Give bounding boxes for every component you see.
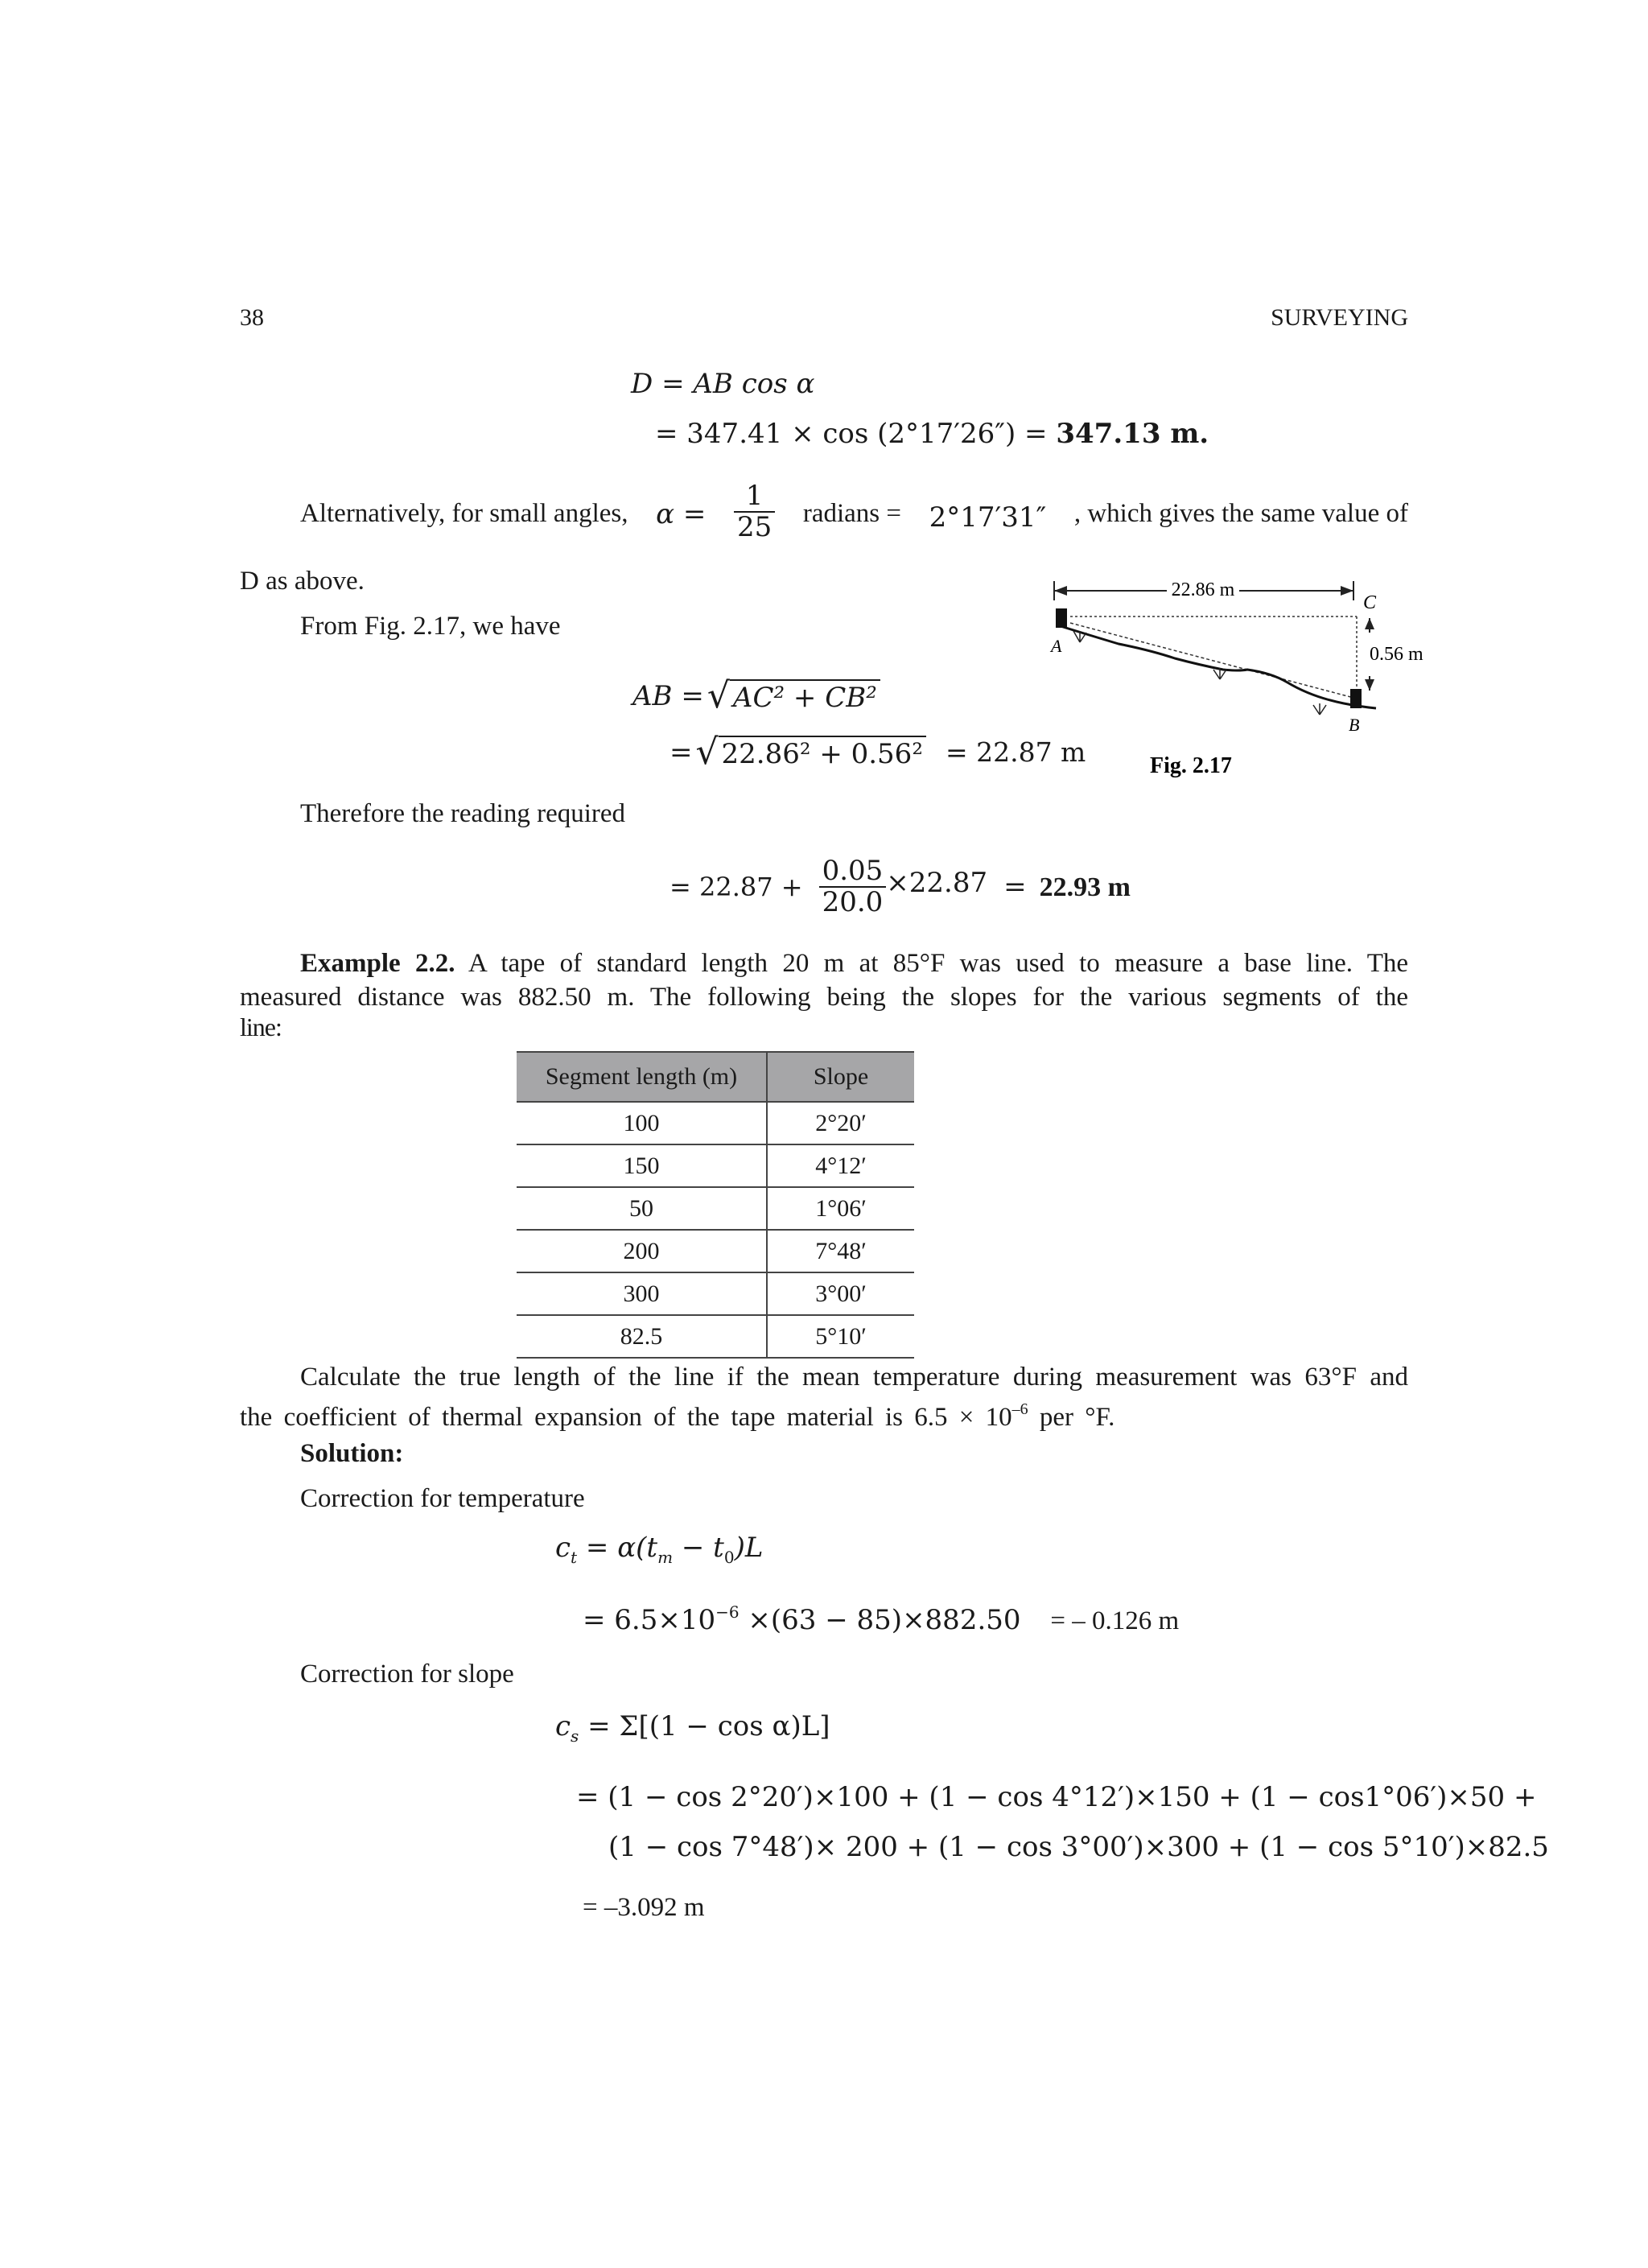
table-cell-slope: 2°20′: [767, 1102, 914, 1144]
table-row: [517, 1230, 914, 1272]
equation-d-text: D = AB cos α: [631, 368, 815, 400]
cs-line2: = (1 − cos 2°20′)×100 + (1 − cos 4°12′)×150 + (1 − cos1°06′)×50 +: [576, 1781, 1537, 1813]
table-cell-slope: 1°06′: [767, 1187, 914, 1230]
cs-sub: s: [571, 1726, 579, 1746]
equation-d-value-expr: = 347.41 × cos (2°17′26″) =: [655, 418, 1057, 450]
table-header-row: [517, 1052, 914, 1102]
table-cell-slope: 5°10′: [767, 1315, 914, 1358]
table-header-segment: Segment length (m): [517, 1052, 767, 1102]
solution-label: Solution:: [300, 1439, 404, 1468]
equation-ab-radicand-2: 22.86² + 0.56²: [719, 736, 926, 770]
alpha-fraction: [734, 481, 775, 543]
table-cell-length: 150: [517, 1144, 767, 1187]
alt-lead: Alternatively, for small angles,: [300, 499, 628, 529]
alpha-equals: α =: [656, 497, 707, 530]
alt-paragraph-line2: D as above.: [240, 567, 365, 596]
alt-paragraph-line3: From Fig. 2.17, we have: [300, 612, 561, 641]
slope-correction-heading: Correction for slope: [300, 1660, 514, 1689]
reading-fraction-den: 20.0: [822, 886, 884, 919]
ct-mid: − t: [673, 1532, 724, 1564]
equation-ab-lhs: AB =: [632, 679, 704, 712]
fig-staff-a: [1056, 608, 1067, 628]
table-cell-length: 82.5: [517, 1315, 767, 1358]
example-label: Example 2.2.: [300, 949, 455, 978]
reading-text: Therefore the reading required: [300, 799, 626, 828]
cs-symbol: c: [555, 1710, 571, 1742]
table-row: [517, 1102, 914, 1144]
ct-line2: [583, 1603, 1179, 1637]
fig-side-dimension: 0.56 m: [1370, 644, 1423, 665]
example-line3: line:: [240, 1012, 282, 1041]
table-row: [517, 1315, 914, 1358]
ct-sub-m: m: [657, 1548, 674, 1567]
fig-top-dimension: 22.86 m: [1171, 579, 1235, 600]
fig-caption: Fig. 2.17: [1150, 753, 1232, 778]
reading-result: 22.93 m: [1039, 872, 1131, 902]
table-cell-slope: 3°00′: [767, 1272, 914, 1315]
alt-paragraph-line1: [300, 480, 1408, 544]
example-line2: measured distance was 882.50 m. The following being the slopes for the various segments of the: [240, 983, 1408, 1012]
example-text-1: A tape of standard length 20 m at 85°F was used to measure a base line. The: [468, 949, 1409, 978]
calc-line2-tail: per °F.: [1028, 1403, 1115, 1432]
table-header-slope: Slope: [767, 1052, 914, 1102]
ct-symbol: c: [555, 1532, 571, 1564]
fig-point-c: C: [1363, 592, 1377, 613]
equation-ab-result: = 22.87 m: [945, 736, 1086, 769]
table-cell-length: 50: [517, 1187, 767, 1230]
example-line1: [300, 946, 1408, 980]
temp-correction-heading: Correction for temperature: [300, 1484, 585, 1513]
table-cell-slope: 4°12′: [767, 1144, 914, 1187]
table-row: [517, 1144, 914, 1187]
equation-d-result: 347.13 m.: [1056, 418, 1209, 450]
figure-2-17: [1038, 570, 1432, 779]
sqrt-sign-2: √: [695, 732, 719, 773]
ct-sub-0: 0: [723, 1548, 735, 1567]
table-cell-length: 100: [517, 1102, 767, 1144]
reading-fraction-num: 0.05: [819, 856, 887, 888]
equation-ab-eq: =: [670, 736, 693, 769]
equation-ab-line2: [670, 732, 1086, 773]
calc-line2-exponent: –6: [1011, 1400, 1028, 1418]
radians-label: radians =: [802, 499, 902, 529]
alpha-fraction-den: 25: [736, 511, 772, 544]
cs-rhs: = Σ[(1 − cos α)L]: [587, 1710, 830, 1742]
table-cell-length: 300: [517, 1272, 767, 1315]
alpha-fraction-num: 1: [734, 481, 775, 513]
page-number: 38: [240, 304, 264, 331]
ct-line2-text: = 6.5×10: [583, 1604, 716, 1636]
ct-result: = – 0.126 m: [1050, 1606, 1180, 1635]
cs-line3: (1 − cos 7°48′)× 200 + (1 − cos 3°00′)×300 + (1 − cos 5°10′)×82.5: [608, 1831, 1549, 1863]
ct-rhs: = α(t: [585, 1532, 658, 1564]
table-row: [517, 1272, 914, 1315]
alt-tail: , which gives the same value of: [1073, 499, 1408, 529]
reading-eq: =: [1003, 870, 1027, 903]
cs-result: = –3.092 m: [583, 1893, 705, 1922]
sqrt-sign-1: √: [707, 675, 730, 716]
ct-formula: [555, 1532, 763, 1567]
reading-fraction: [819, 856, 887, 918]
calc-line1: Calculate the true length of the line if the mean temperature during measurement was 63°F and: [300, 1363, 1408, 1392]
ct-end: )L: [734, 1532, 764, 1564]
table-cell-length: 200: [517, 1230, 767, 1272]
equation-ab-radicand: AC² + CB²: [730, 679, 880, 714]
ct-sub: t: [571, 1548, 578, 1567]
alpha-angle: 2°17′31″: [929, 501, 1047, 534]
ct-line2-exponent: −6: [715, 1602, 740, 1622]
segment-slope-table: [517, 1051, 914, 1359]
fig-point-a: A: [1051, 636, 1062, 656]
equation-d-line1: [631, 369, 814, 400]
reading-lhs: = 22.87 +: [670, 871, 803, 902]
running-title: SURVEYING: [1271, 304, 1408, 331]
calc-line2: [240, 1392, 1408, 1434]
equation-d-line2: [655, 419, 1209, 450]
fig-staff-b: [1350, 689, 1362, 708]
fig-point-b: B: [1349, 715, 1360, 735]
cs-formula: [555, 1711, 830, 1746]
reading-equation: [670, 856, 1131, 918]
reading-times: ×22.87: [886, 866, 988, 899]
table-cell-slope: 7°48′: [767, 1230, 914, 1272]
equation-ab-line1: [632, 676, 880, 717]
ct-line2-tail: ×(63 − 85)×882.50: [739, 1604, 1021, 1636]
table-row: [517, 1187, 914, 1230]
calc-line2-text: the coefficient of thermal expansion of the tape material is 6.5 × 10: [240, 1403, 1012, 1432]
